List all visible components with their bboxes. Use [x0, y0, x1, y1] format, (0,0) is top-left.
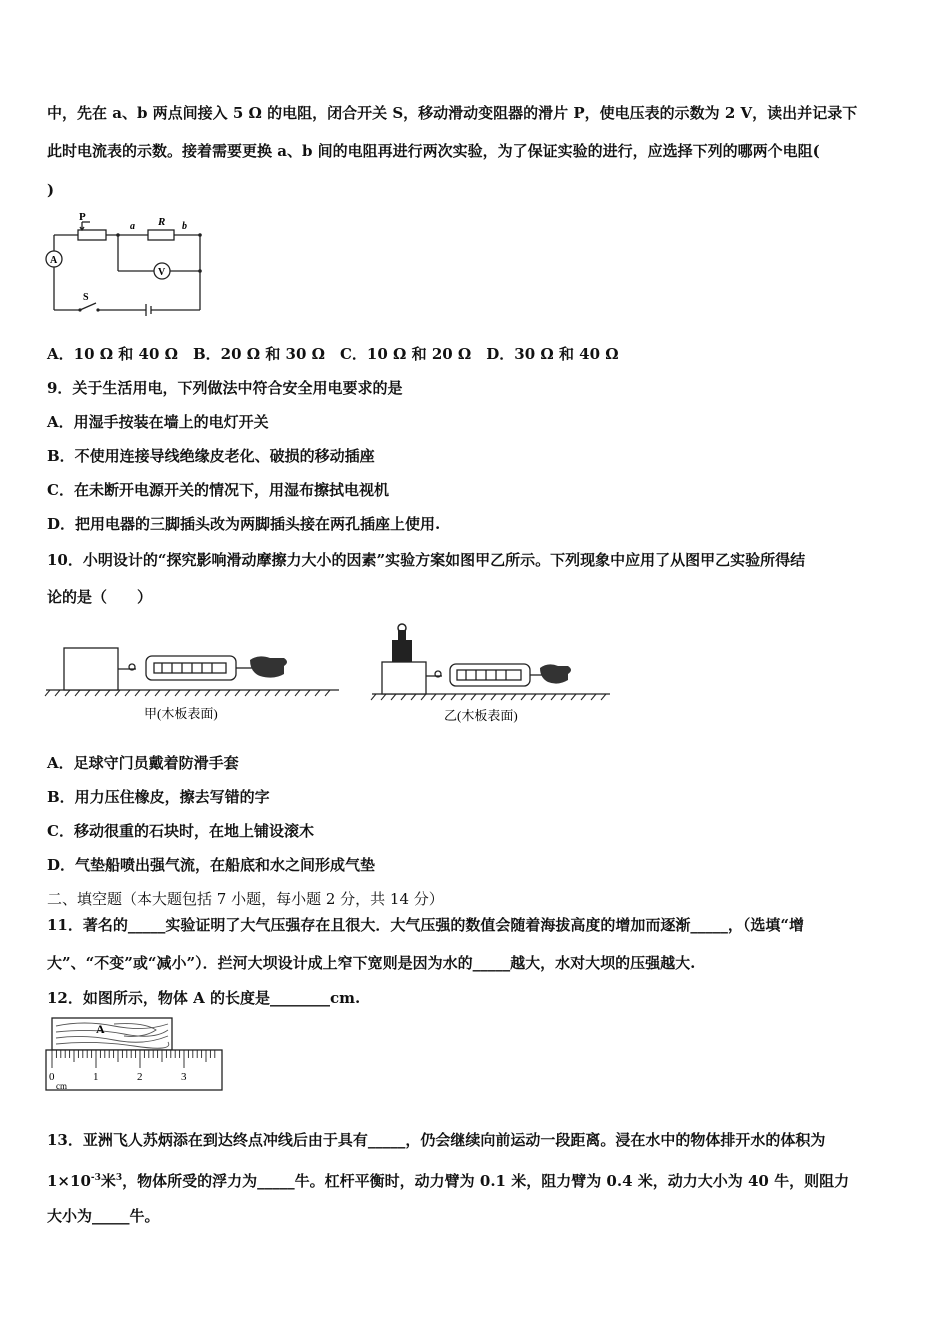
q13-volume-base: 1×10 [47, 1172, 91, 1190]
circuit-diagram [40, 208, 215, 320]
ruler-tick-2: 2 [137, 1071, 143, 1083]
label-p: P [79, 211, 86, 223]
q9-stem: 9．关于生活用电，下列做法中符合安全用电要求的是 [47, 379, 403, 397]
q10-option-d: D．气垫船喷出强气流，在船底和水之间形成气垫 [47, 856, 376, 874]
q13-volume-unit: 米 [100, 1172, 116, 1190]
q13-line1: 13．亚洲飞人苏炳添在到达终点冲线后由于具有_____，仍会继续向前运动一段距离。浸在水中的物体排开水的体积为 [47, 1131, 826, 1149]
friction-figure-left [44, 640, 344, 725]
ruler-figure [44, 1016, 226, 1096]
q10-option-b: B．用力压住橡皮，擦去写错的字 [47, 788, 270, 806]
ruler-unit: cm [56, 1081, 67, 1091]
q13-volume-exp: -3 [90, 1173, 101, 1183]
label-r: R [158, 216, 166, 228]
ruler-tick-0: 0 [49, 1071, 55, 1083]
q13-unit-exp: 3 [115, 1173, 123, 1183]
caption-left: 甲(木板表面) [144, 706, 218, 721]
q8-line2: 此时电流表的示数。接着需要更换 a、b 间的电阻再进行两次实验，为了保证实验的进行，应选择下列的哪两个电阻( [47, 142, 820, 160]
q12-stem: 12．如图所示，物体 A 的长度是________cm. [47, 989, 361, 1007]
q10-stem-line2: 论的是（ ） [47, 588, 153, 606]
q11-line1: 11．著名的_____实验证明了大气压强存在且很大．大气压强的数值会随着海拔高度的增加而逐渐_____，（选填“增 [47, 916, 805, 934]
ruler-tick-3: 3 [181, 1071, 187, 1083]
q8-line3: ) [47, 181, 55, 199]
q11-line2: 大”、“不变”或“减小”）．拦河大坝设计成上窄下宽则是因为水的_____越大，水对大坝的压强越大. [47, 954, 696, 972]
label-voltmeter: V [158, 267, 166, 278]
q9-option-d: D．把用电器的三脚插头改为两脚插头接在两孔插座上使用. [47, 515, 441, 533]
ruler-tick-1: 1 [93, 1071, 99, 1083]
q8-line1: 中，先在 a、b 两点间接入 5 Ω 的电阻，闭合开关 S，移动滑动变阻器的滑片 P，使电压表的示数为 2 V，读出并记录下 [47, 104, 858, 122]
q9-option-b: B．不使用连接导线绝缘皮老化、破损的移动插座 [47, 447, 375, 465]
q13-line2 [47, 1168, 849, 1191]
label-switch: S [83, 292, 89, 303]
q10-option-a: A．足球守门员戴着防滑手套 [47, 754, 239, 772]
label-b: b [182, 221, 187, 232]
q8-options: A．10 Ω 和 40 Ω B．20 Ω 和 30 Ω C．10 Ω 和 20 Ω D．30 Ω 和 40 Ω [47, 345, 619, 363]
section2-title: 二、填空题（本大题包括 7 小题，每小题 2 分，共 14 分） [47, 890, 444, 908]
q13-line2-rest: ，物体所受的浮力为_____牛。杠杆平衡时，动力臂为 0.1 米，阻力臂为 0.4 米，动力大小为 40 牛，则阻力 [122, 1172, 850, 1190]
label-ammeter: A [50, 255, 58, 266]
q9-option-a: A．用湿手按装在墙上的电灯开关 [47, 413, 269, 431]
q10-option-c: C．移动很重的石块时，在地上铺设滚木 [47, 822, 314, 840]
ruler-object-label: A [96, 1022, 105, 1036]
caption-right: 乙(木板表面) [444, 708, 518, 723]
label-a: a [130, 221, 135, 232]
q13-line3: 大小为_____牛。 [47, 1207, 160, 1225]
q10-stem-line1: 10．小明设计的“探究影响滑动摩擦力大小的因素”实验方案如图甲乙所示。下列现象中应用了从图甲乙实验所得结 [47, 551, 806, 569]
q9-option-c: C．在未断开电源开关的情况下，用湿布擦拭电视机 [47, 481, 389, 499]
friction-figure-right [370, 620, 615, 725]
